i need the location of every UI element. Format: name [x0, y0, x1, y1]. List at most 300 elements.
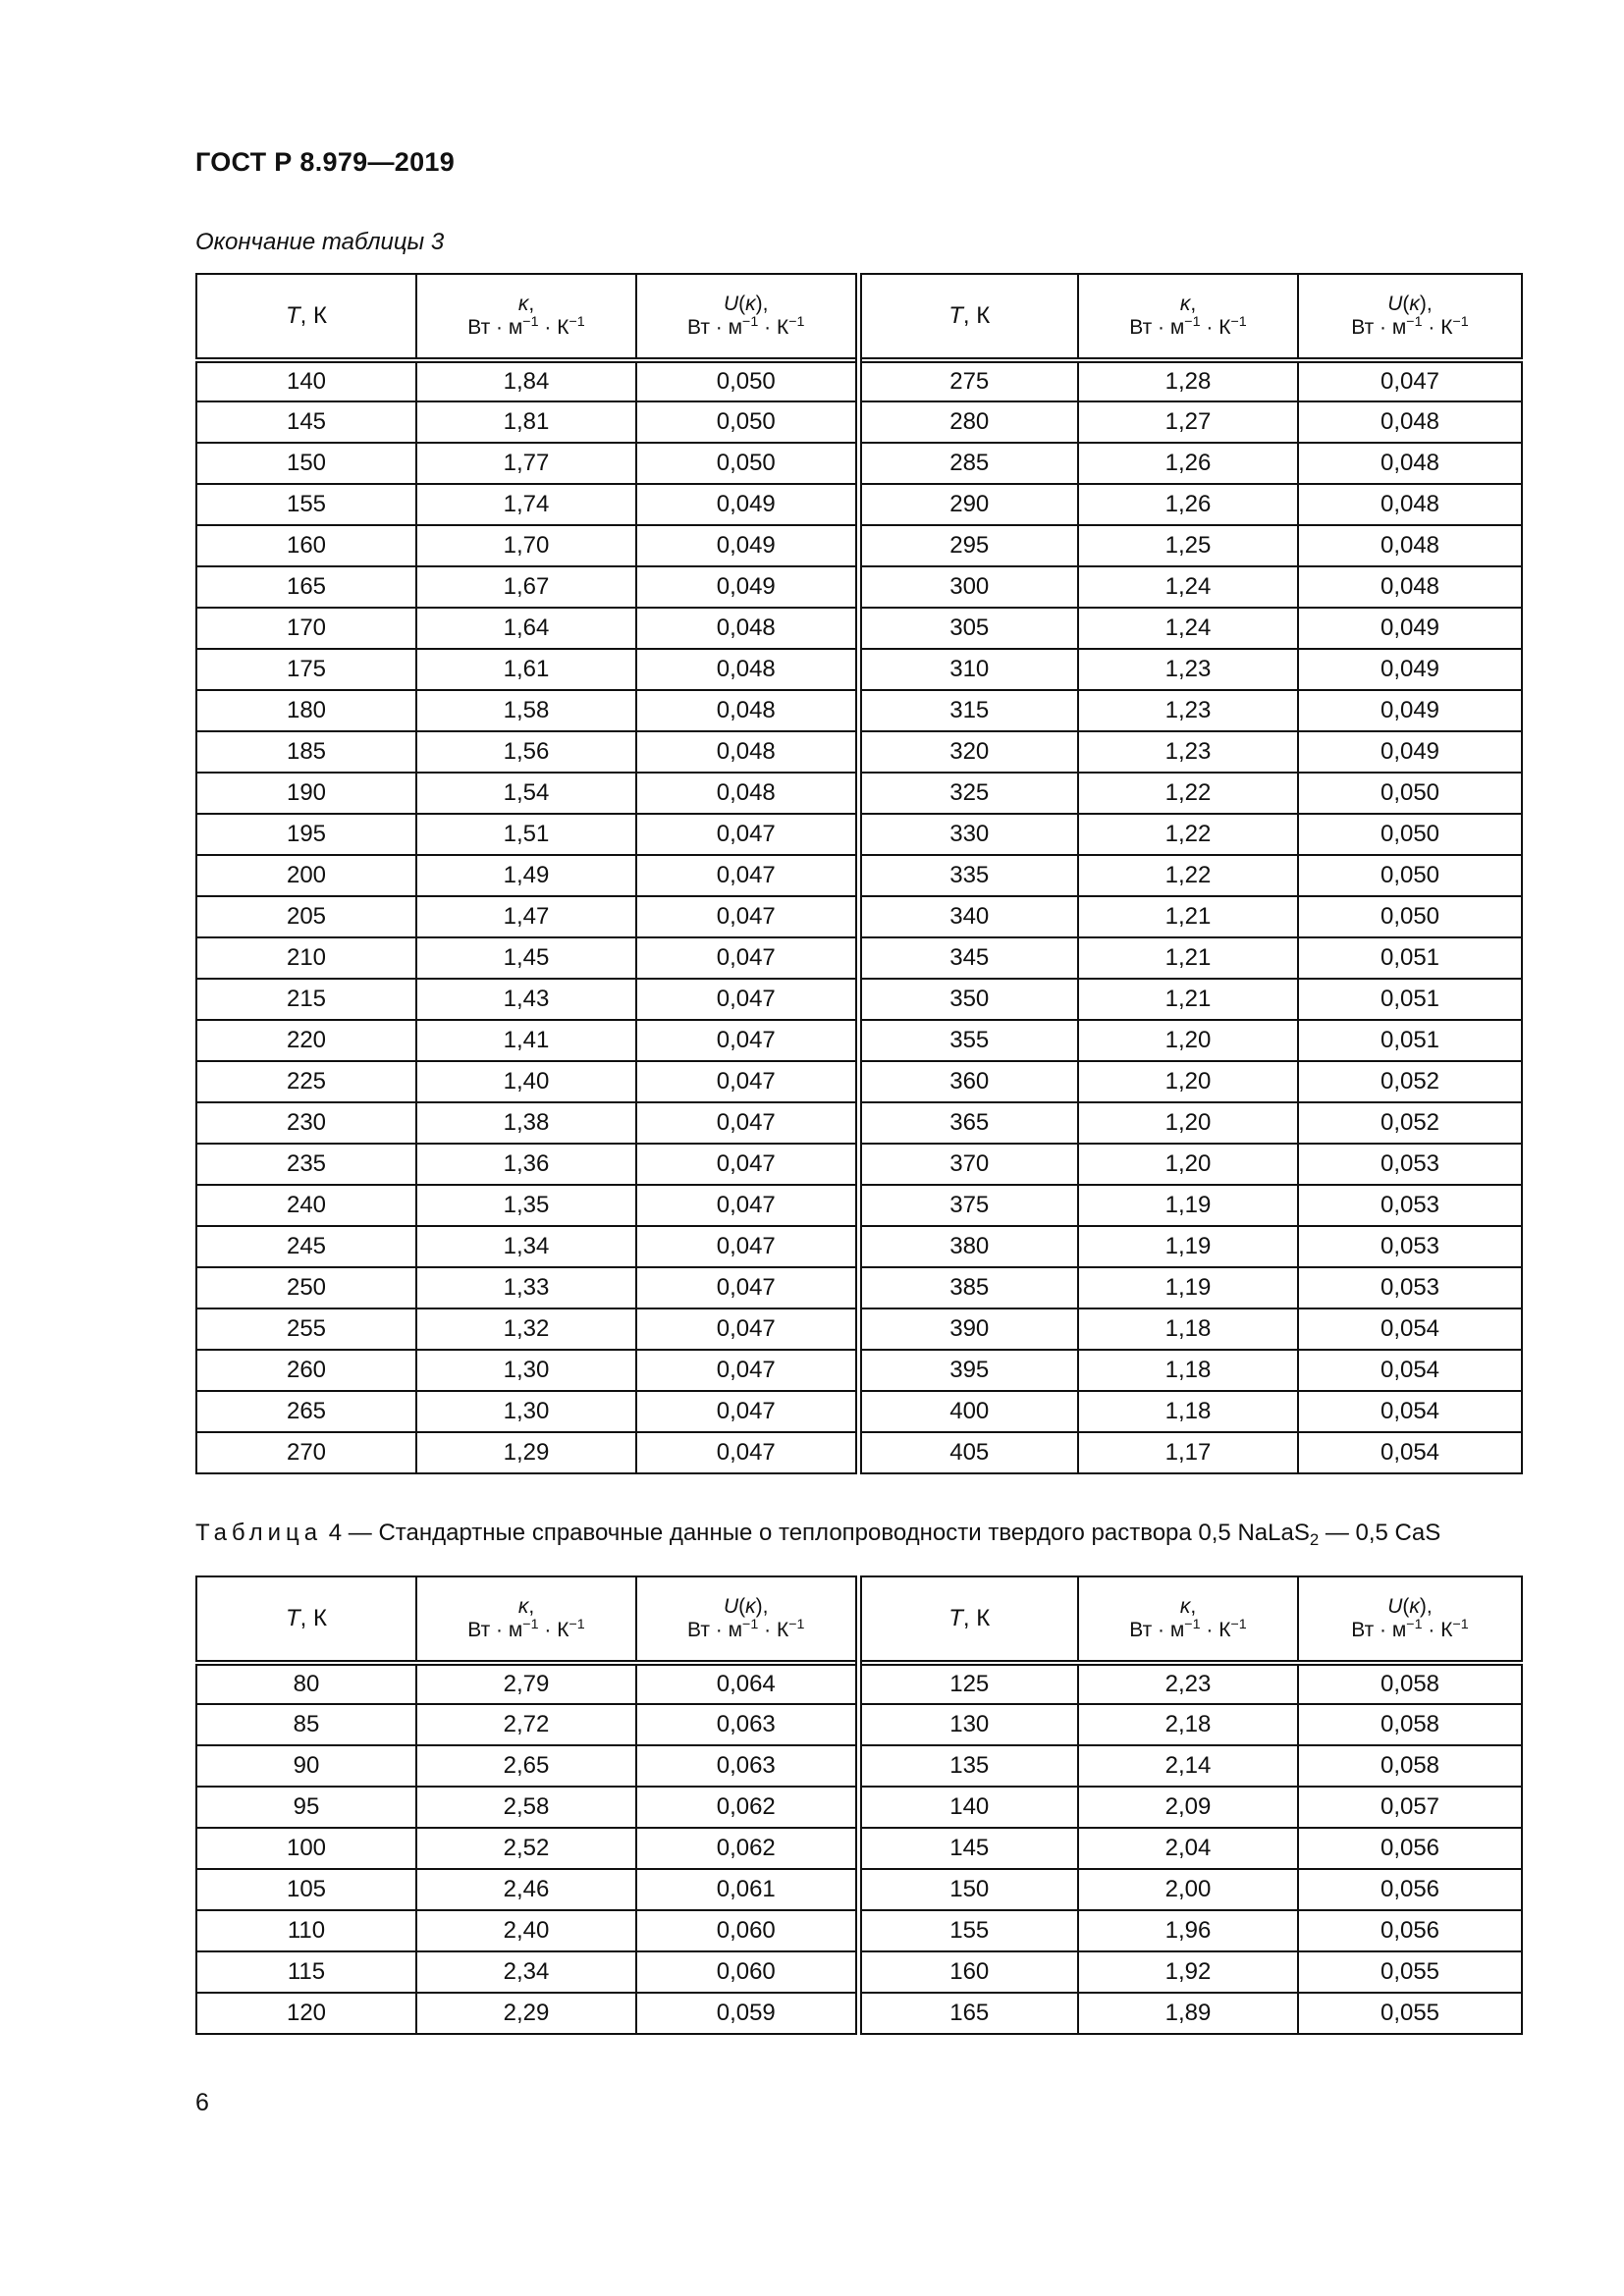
- unit-exponent: −1: [1230, 1617, 1247, 1633]
- kappa-symbol: κ: [745, 1595, 756, 1618]
- table-cell: 1,22: [1078, 814, 1298, 855]
- table-cell: 0,064: [636, 1663, 858, 1704]
- table-row: [196, 1787, 1522, 1828]
- header-uncertainty-symbol: U(κ),: [1387, 293, 1433, 315]
- table-cell: 0,063: [636, 1704, 858, 1745]
- table-cell: 305: [858, 608, 1078, 649]
- table-cell: 2,40: [416, 1910, 636, 1951]
- table-cell: 2,65: [416, 1745, 636, 1787]
- table-cell: 1,74: [416, 484, 636, 525]
- table-cell: 0,060: [636, 1951, 858, 1993]
- table-row: [196, 814, 1522, 855]
- header-conductivity-symbol: κ,: [1179, 293, 1197, 315]
- table-cell: 270: [196, 1432, 416, 1473]
- unit-exponent: −1: [1230, 314, 1247, 331]
- table-cell: 2,14: [1078, 1745, 1298, 1787]
- table-cell: 0,047: [636, 1267, 858, 1308]
- table-row: [196, 855, 1522, 896]
- table-cell: 0,049: [636, 566, 858, 608]
- table-cell: 0,047: [636, 896, 858, 937]
- table-cell: 1,18: [1078, 1350, 1298, 1391]
- table-row: [196, 1432, 1522, 1473]
- table-cell: 160: [858, 1951, 1078, 1993]
- table-cell: 390: [858, 1308, 1078, 1350]
- table-cell: 0,048: [636, 731, 858, 773]
- table-cell: 0,050: [636, 401, 858, 443]
- table-cell: 1,24: [1078, 566, 1298, 608]
- table-cell: 280: [858, 401, 1078, 443]
- table-cell: 0,051: [1298, 1020, 1522, 1061]
- table-cell: 1,64: [416, 608, 636, 649]
- table-cell: 1,17: [1078, 1432, 1298, 1473]
- table-cell: 1,21: [1078, 979, 1298, 1020]
- table-cell: 0,050: [1298, 814, 1522, 855]
- header-conductivity-unit: Вт · $м^{-1} \cdot К^{-1}$: [467, 1617, 585, 1641]
- table-cell: 360: [858, 1061, 1078, 1102]
- table4-header: [196, 1576, 1522, 1663]
- table-cell: 0,060: [636, 1910, 858, 1951]
- table-cell: 0,049: [636, 484, 858, 525]
- document-code: ГОСТ Р 8.979—2019: [195, 147, 456, 177]
- table-cell: 265: [196, 1391, 416, 1432]
- table-cell: 105: [196, 1869, 416, 1910]
- table-row: [196, 608, 1522, 649]
- table-cell: 1,84: [416, 360, 636, 401]
- table-cell: 1,70: [416, 525, 636, 566]
- table-cell: 245: [196, 1226, 416, 1267]
- table-cell: 285: [858, 443, 1078, 484]
- table-cell: 140: [858, 1787, 1078, 1828]
- table-cell: 1,24: [1078, 608, 1298, 649]
- table-cell: 1,21: [1078, 937, 1298, 979]
- table-cell: 90: [196, 1745, 416, 1787]
- table-cell: 0,053: [1298, 1144, 1522, 1185]
- table-cell: 255: [196, 1308, 416, 1350]
- table-cell: 1,32: [416, 1308, 636, 1350]
- table-cell: 385: [858, 1267, 1078, 1308]
- header-temperature-symbol: T: [948, 1605, 963, 1631]
- table-cell: 250: [196, 1267, 416, 1308]
- unit-exponent: −1: [1406, 1617, 1423, 1633]
- table-cell: 0,049: [1298, 649, 1522, 690]
- table-cell: 2,29: [416, 1993, 636, 2034]
- table-cell: 165: [196, 566, 416, 608]
- table-cell: 0,048: [1298, 401, 1522, 443]
- table-cell: 320: [858, 731, 1078, 773]
- table-cell: 1,19: [1078, 1267, 1298, 1308]
- header-conductivity-unit: Вт · $м^{-1} \cdot К^{-1}$: [1129, 1617, 1247, 1641]
- table-cell: 2,04: [1078, 1828, 1298, 1869]
- table-cell: 1,20: [1078, 1102, 1298, 1144]
- header-uncertainty-symbol: U(κ),: [1387, 1595, 1433, 1618]
- table-cell: 0,058: [1298, 1663, 1522, 1704]
- table-cell: 2,52: [416, 1828, 636, 1869]
- table-cell: 200: [196, 855, 416, 896]
- kappa-symbol: κ: [1179, 293, 1191, 315]
- table-cell: 115: [196, 1951, 416, 1993]
- table-row: [196, 1869, 1522, 1910]
- table-cell: 1,40: [416, 1061, 636, 1102]
- table-cell: 0,063: [636, 1745, 858, 1787]
- table-cell: 1,49: [416, 855, 636, 896]
- table-cell: 1,18: [1078, 1308, 1298, 1350]
- kappa-symbol: κ: [745, 293, 756, 315]
- table3-thermal-conductivity: [195, 273, 1523, 1474]
- page-number: 6: [195, 2089, 209, 2116]
- table-row: [196, 1993, 1522, 2034]
- kappa-symbol: κ: [1409, 1595, 1420, 1618]
- table-cell: 345: [858, 937, 1078, 979]
- table-cell: 190: [196, 773, 416, 814]
- table-cell: 0,048: [636, 773, 858, 814]
- header-uncertainty-unit: Вт · $м^{-1} \cdot К^{-1}$: [687, 1617, 805, 1641]
- table-cell: 0,053: [1298, 1185, 1522, 1226]
- u-symbol: U: [1387, 293, 1403, 315]
- table-cell: 0,048: [636, 690, 858, 731]
- table4-caption-text: — Стандартные справочные данные о теплопроводности твердого раствора 0,5 NaLaS: [342, 1520, 1310, 1546]
- table-row: [196, 1102, 1522, 1144]
- header-row: [196, 1576, 1522, 1663]
- table-cell: 0,057: [1298, 1787, 1522, 1828]
- header-conductivity: [1078, 1576, 1298, 1663]
- table-cell: 0,056: [1298, 1828, 1522, 1869]
- header-temperature-unit: , К: [299, 302, 327, 329]
- table-cell: 85: [196, 1704, 416, 1745]
- table-cell: 1,21: [1078, 896, 1298, 937]
- table-cell: 0,047: [636, 1061, 858, 1102]
- table-cell: 0,058: [1298, 1745, 1522, 1787]
- table-cell: 1,81: [416, 401, 636, 443]
- table-cell: 1,20: [1078, 1020, 1298, 1061]
- table-cell: 1,29: [416, 1432, 636, 1473]
- header-conductivity-unit: Вт · $м^{-1} \cdot К^{-1}$: [467, 314, 585, 339]
- table-row: [196, 1226, 1522, 1267]
- table-cell: 0,061: [636, 1869, 858, 1910]
- table-cell: 330: [858, 814, 1078, 855]
- table-row: [196, 979, 1522, 1020]
- unit-exponent: −1: [568, 314, 585, 331]
- table-cell: 375: [858, 1185, 1078, 1226]
- table-cell: 0,058: [1298, 1704, 1522, 1745]
- unit-exponent: −1: [568, 1617, 585, 1633]
- table-cell: 0,052: [1298, 1061, 1522, 1102]
- table-row: [196, 731, 1522, 773]
- table-cell: 0,048: [1298, 525, 1522, 566]
- table-cell: 0,050: [636, 360, 858, 401]
- table-cell: 0,056: [1298, 1910, 1522, 1951]
- table-cell: 0,056: [1298, 1869, 1522, 1910]
- table-cell: 0,048: [1298, 443, 1522, 484]
- table-cell: 120: [196, 1993, 416, 2034]
- table-row: [196, 773, 1522, 814]
- table-cell: 1,33: [416, 1267, 636, 1308]
- table-cell: 1,45: [416, 937, 636, 979]
- table-cell: 0,048: [636, 608, 858, 649]
- table-cell: 110: [196, 1910, 416, 1951]
- table-cell: 100: [196, 1828, 416, 1869]
- table-cell: 215: [196, 979, 416, 1020]
- table-cell: 1,56: [416, 731, 636, 773]
- table-cell: 2,18: [1078, 1704, 1298, 1745]
- unit-exponent: −1: [742, 1617, 759, 1633]
- table-cell: 0,052: [1298, 1102, 1522, 1144]
- header-conductivity: [416, 1576, 636, 1663]
- table-cell: 0,047: [636, 1391, 858, 1432]
- table-cell: 0,047: [636, 1350, 858, 1391]
- table-row: [196, 1663, 1522, 1704]
- header-temperature-unit: , К: [962, 302, 991, 329]
- table-cell: 400: [858, 1391, 1078, 1432]
- unit-exponent: −1: [522, 314, 539, 331]
- table-cell: 2,46: [416, 1869, 636, 1910]
- table-cell: 315: [858, 690, 1078, 731]
- table-cell: 405: [858, 1432, 1078, 1473]
- table4-caption-subscript: 2: [1309, 1530, 1320, 1550]
- header-temperature-unit: , К: [962, 1605, 991, 1631]
- table-cell: 355: [858, 1020, 1078, 1061]
- table-cell: 0,051: [1298, 937, 1522, 979]
- table-cell: 2,09: [1078, 1787, 1298, 1828]
- table-cell: 1,58: [416, 690, 636, 731]
- table-row: [196, 443, 1522, 484]
- table-cell: 165: [858, 1993, 1078, 2034]
- unit-exponent: −1: [1452, 1617, 1469, 1633]
- table-row: [196, 484, 1522, 525]
- table-cell: 0,049: [1298, 608, 1522, 649]
- table-cell: 1,19: [1078, 1226, 1298, 1267]
- header-uncertainty-unit: Вт · $м^{-1} \cdot К^{-1}$: [1351, 314, 1469, 339]
- table-cell: 160: [196, 525, 416, 566]
- table-cell: 185: [196, 731, 416, 773]
- table-cell: 225: [196, 1061, 416, 1102]
- table-cell: 0,053: [1298, 1226, 1522, 1267]
- table-cell: 1,38: [416, 1102, 636, 1144]
- table-cell: 1,67: [416, 566, 636, 608]
- table-cell: 220: [196, 1020, 416, 1061]
- table-row: [196, 1745, 1522, 1787]
- table-cell: 380: [858, 1226, 1078, 1267]
- table-cell: 125: [858, 1663, 1078, 1704]
- table-cell: 205: [196, 896, 416, 937]
- table-cell: 365: [858, 1102, 1078, 1144]
- table-cell: 1,30: [416, 1391, 636, 1432]
- table-cell: 0,062: [636, 1787, 858, 1828]
- table-cell: 2,34: [416, 1951, 636, 1993]
- u-symbol: U: [724, 1595, 739, 1618]
- table-row: [196, 525, 1522, 566]
- table4-body: [196, 1663, 1522, 2034]
- table-cell: 1,41: [416, 1020, 636, 1061]
- table-cell: 1,35: [416, 1185, 636, 1226]
- table-cell: 1,30: [416, 1350, 636, 1391]
- table-cell: 350: [858, 979, 1078, 1020]
- table-row: [196, 1350, 1522, 1391]
- header-temperature-symbol: T: [286, 1605, 300, 1631]
- table-cell: 2,23: [1078, 1663, 1298, 1704]
- table-cell: 1,22: [1078, 855, 1298, 896]
- header-temperature-symbol: T: [286, 302, 300, 329]
- table-row: [196, 937, 1522, 979]
- table-cell: 1,23: [1078, 690, 1298, 731]
- unit-exponent: −1: [1452, 314, 1469, 331]
- table-cell: 1,43: [416, 979, 636, 1020]
- table-cell: 1,36: [416, 1144, 636, 1185]
- header-uncertainty-symbol: U(κ),: [724, 293, 769, 315]
- header-conductivity: [1078, 274, 1298, 360]
- table-cell: 150: [858, 1869, 1078, 1910]
- table-cell: 0,049: [1298, 731, 1522, 773]
- table-cell: 170: [196, 608, 416, 649]
- table-cell: 1,61: [416, 649, 636, 690]
- table3-header: [196, 274, 1522, 360]
- table-cell: 1,47: [416, 896, 636, 937]
- table-cell: 0,049: [636, 525, 858, 566]
- table-row: [196, 1391, 1522, 1432]
- table-row: [196, 1828, 1522, 1869]
- table-cell: 1,92: [1078, 1951, 1298, 1993]
- table-cell: 0,047: [636, 1432, 858, 1473]
- kappa-symbol: κ: [1409, 293, 1420, 315]
- table-cell: 175: [196, 649, 416, 690]
- table-cell: 180: [196, 690, 416, 731]
- table-cell: 0,047: [636, 1102, 858, 1144]
- table-cell: 1,34: [416, 1226, 636, 1267]
- table-row: [196, 1910, 1522, 1951]
- table-cell: 0,059: [636, 1993, 858, 2034]
- table-cell: 0,050: [1298, 855, 1522, 896]
- table-cell: 1,20: [1078, 1061, 1298, 1102]
- table-cell: 140: [196, 360, 416, 401]
- table-cell: 155: [196, 484, 416, 525]
- table-cell: 275: [858, 360, 1078, 401]
- table-cell: 0,049: [1298, 690, 1522, 731]
- table-row: [196, 690, 1522, 731]
- table-cell: 80: [196, 1663, 416, 1704]
- table-row: [196, 896, 1522, 937]
- header-uncertainty-unit: Вт · $м^{-1} \cdot К^{-1}$: [1351, 1617, 1469, 1641]
- table-cell: 210: [196, 937, 416, 979]
- table-cell: 0,050: [1298, 896, 1522, 937]
- table-row: [196, 1185, 1522, 1226]
- table-cell: 1,23: [1078, 731, 1298, 773]
- table-cell: 155: [858, 1910, 1078, 1951]
- unit-exponent: −1: [788, 1617, 805, 1633]
- table-cell: 0,054: [1298, 1308, 1522, 1350]
- table-cell: 1,26: [1078, 484, 1298, 525]
- table-cell: 0,047: [1298, 360, 1522, 401]
- table-cell: 0,054: [1298, 1350, 1522, 1391]
- table-cell: 335: [858, 855, 1078, 896]
- table-cell: 0,055: [1298, 1993, 1522, 2034]
- table-cell: 0,048: [636, 649, 858, 690]
- table4-caption-tail: — 0,5 CaS: [1319, 1520, 1441, 1546]
- table-row: [196, 1144, 1522, 1185]
- table-cell: 0,047: [636, 979, 858, 1020]
- header-uncertainty: [636, 274, 858, 360]
- table4-thermal-conductivity: [195, 1575, 1523, 2035]
- kappa-symbol: κ: [517, 293, 529, 315]
- table-cell: 130: [858, 1704, 1078, 1745]
- table-cell: 2,58: [416, 1787, 636, 1828]
- unit-exponent: −1: [522, 1617, 539, 1633]
- table-cell: 0,047: [636, 1308, 858, 1350]
- table-cell: 195: [196, 814, 416, 855]
- header-temperature: [196, 1576, 416, 1663]
- table-cell: 145: [196, 401, 416, 443]
- table-cell: 395: [858, 1350, 1078, 1391]
- table-row: [196, 401, 1522, 443]
- header-row: [196, 274, 1522, 360]
- table-cell: 0,047: [636, 1185, 858, 1226]
- table-cell: 2,72: [416, 1704, 636, 1745]
- table-cell: 0,050: [636, 443, 858, 484]
- table-cell: 340: [858, 896, 1078, 937]
- unit-exponent: −1: [1184, 314, 1201, 331]
- table-cell: 0,047: [636, 937, 858, 979]
- u-symbol: U: [1387, 1595, 1403, 1618]
- table-cell: 310: [858, 649, 1078, 690]
- table3-continuation-caption: Окончание таблицы 3: [195, 229, 445, 255]
- table-cell: 0,047: [636, 855, 858, 896]
- table-row: [196, 1951, 1522, 1993]
- header-temperature-unit: , К: [299, 1605, 327, 1631]
- table4-caption-number: 4: [328, 1520, 343, 1546]
- table-cell: 0,062: [636, 1828, 858, 1869]
- table-cell: 295: [858, 525, 1078, 566]
- table-row: [196, 566, 1522, 608]
- header-conductivity-symbol: κ,: [517, 293, 535, 315]
- unit-exponent: −1: [1406, 314, 1423, 331]
- table-cell: 135: [858, 1745, 1078, 1787]
- table-row: [196, 1308, 1522, 1350]
- table-cell: 1,27: [1078, 401, 1298, 443]
- table-cell: 1,28: [1078, 360, 1298, 401]
- table-cell: 0,054: [1298, 1391, 1522, 1432]
- table-cell: 0,047: [636, 1020, 858, 1061]
- table-cell: 1,89: [1078, 1993, 1298, 2034]
- unit-exponent: −1: [742, 314, 759, 331]
- header-temperature: [858, 1576, 1078, 1663]
- table-cell: 1,19: [1078, 1185, 1298, 1226]
- table-row: [196, 360, 1522, 401]
- table-cell: 150: [196, 443, 416, 484]
- table-cell: 0,050: [1298, 773, 1522, 814]
- kappa-symbol: κ: [1179, 1595, 1191, 1618]
- header-conductivity: [416, 274, 636, 360]
- table-cell: 0,048: [1298, 566, 1522, 608]
- table-cell: 1,26: [1078, 443, 1298, 484]
- header-uncertainty-symbol: U(κ),: [724, 1595, 769, 1618]
- table-cell: 260: [196, 1350, 416, 1391]
- table-row: [196, 1267, 1522, 1308]
- table-row: [196, 1704, 1522, 1745]
- table-cell: 1,18: [1078, 1391, 1298, 1432]
- header-temperature-symbol: T: [948, 302, 963, 329]
- header-temperature: [196, 274, 416, 360]
- table4-caption: [195, 1520, 1519, 1550]
- header-temperature: [858, 274, 1078, 360]
- table4-caption-label: Таблица: [195, 1520, 323, 1546]
- header-uncertainty: [1298, 1576, 1522, 1663]
- table-cell: 1,23: [1078, 649, 1298, 690]
- table-cell: 1,51: [416, 814, 636, 855]
- table-cell: 0,048: [1298, 484, 1522, 525]
- table-row: [196, 1020, 1522, 1061]
- table-cell: 1,22: [1078, 773, 1298, 814]
- header-uncertainty-unit: Вт · $м^{-1} \cdot К^{-1}$: [687, 314, 805, 339]
- unit-exponent: −1: [1184, 1617, 1201, 1633]
- header-uncertainty: [636, 1576, 858, 1663]
